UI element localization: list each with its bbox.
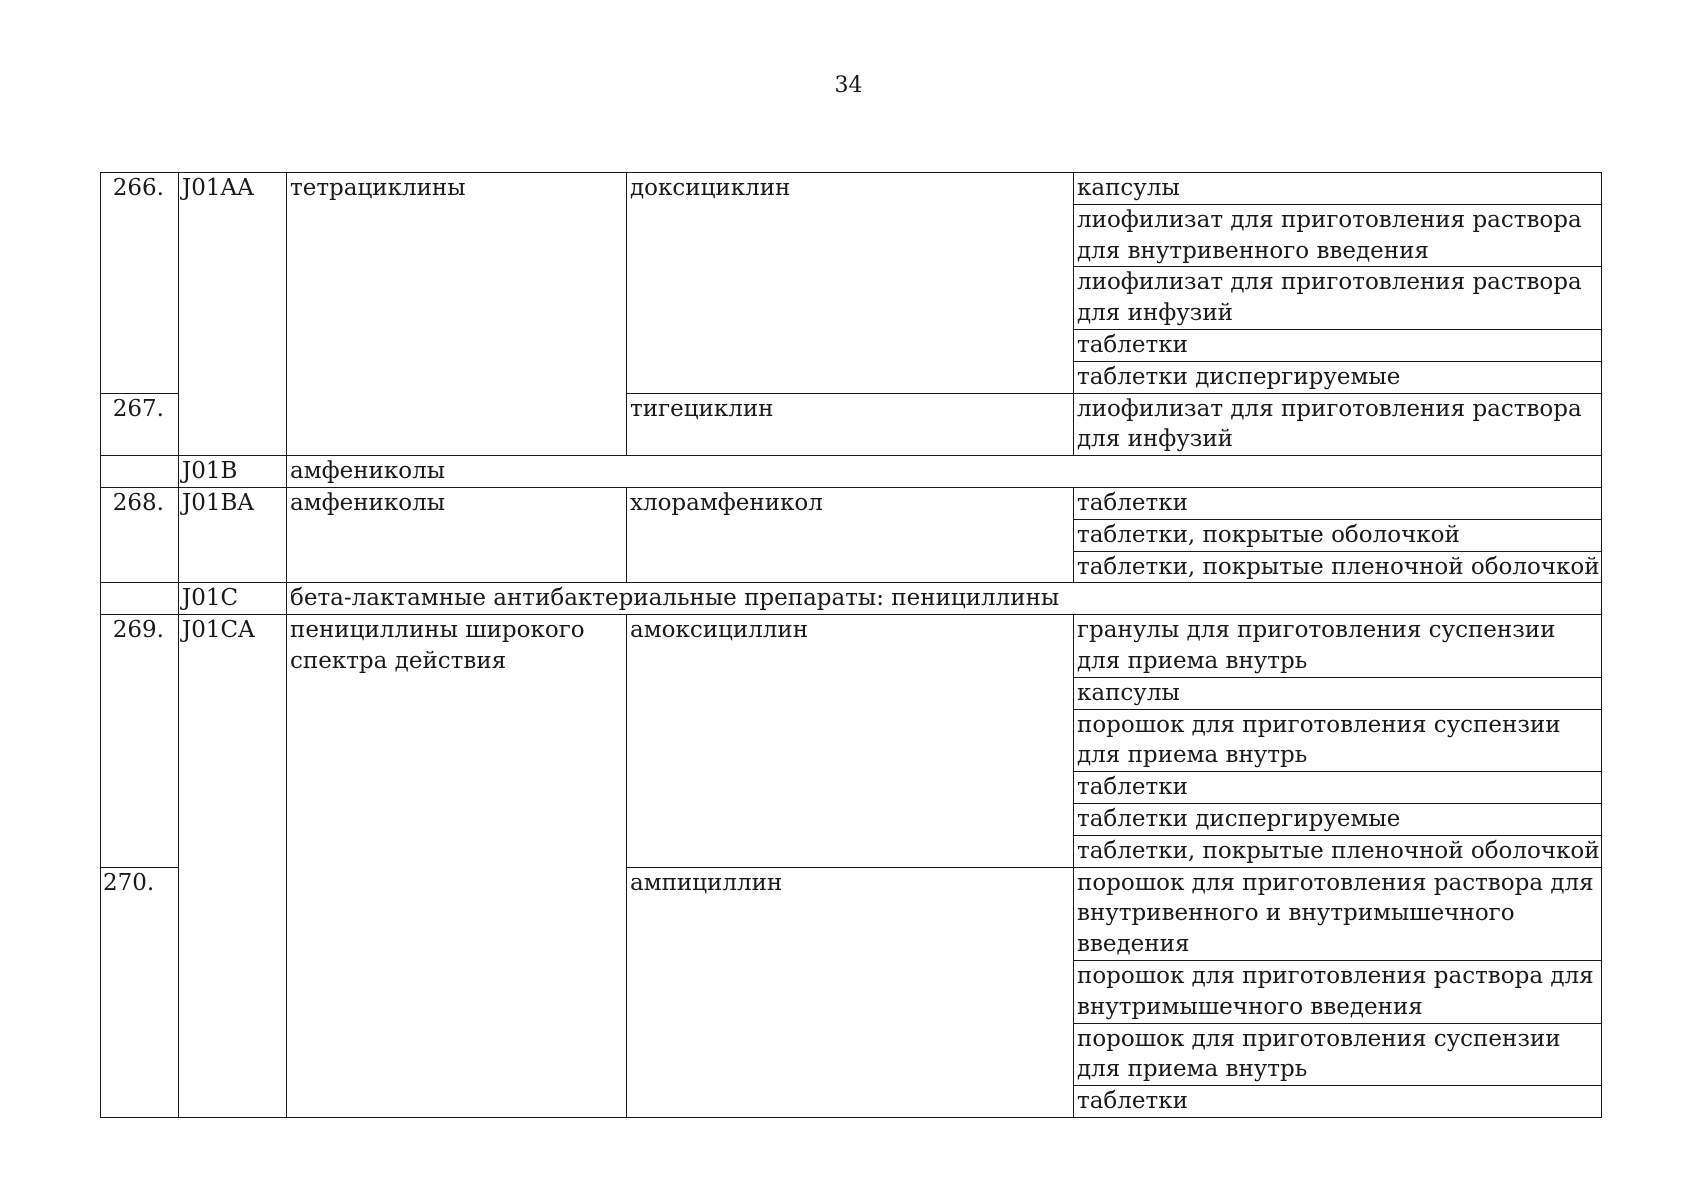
dosage-form: таблетки, покрытые оболочкой bbox=[1074, 519, 1602, 551]
dosage-form: таблетки диспергируемые bbox=[1074, 361, 1602, 393]
drug-name: доксициклин bbox=[627, 173, 1074, 394]
drug-list-table bbox=[100, 172, 1602, 1118]
dosage-form: порошок для приготовления суспензии для приема внутрь bbox=[1074, 709, 1602, 772]
pharmacological-group: амфениколы bbox=[287, 487, 627, 582]
dosage-form: лиофилизат для приготовления раствора для инфузий bbox=[1074, 393, 1602, 456]
dosage-form: порошок для приготовления раствора для внутримышечного введения bbox=[1074, 960, 1602, 1023]
atc-code: J01C bbox=[179, 583, 287, 615]
dosage-form: лиофилизат для приготовления раствора для внутривенного введения bbox=[1074, 204, 1602, 267]
atc-code: J01BA bbox=[179, 487, 287, 582]
section-row bbox=[101, 583, 1602, 615]
dosage-form: порошок для приготовления раствора для внутривенного и внутримышечного введения bbox=[1074, 867, 1602, 960]
dosage-form: лиофилизат для приготовления раствора для инфузий bbox=[1074, 267, 1602, 330]
dosage-form: таблетки, покрытые пленочной оболочкой bbox=[1074, 835, 1602, 867]
pharmacological-group: пенициллины широкого спектра действия bbox=[287, 615, 627, 1118]
section-title: амфениколы bbox=[287, 456, 1602, 488]
row-number bbox=[101, 456, 179, 488]
dosage-form: таблетки bbox=[1074, 329, 1602, 361]
dosage-form: таблетки bbox=[1074, 1086, 1602, 1118]
atc-code: J01B bbox=[179, 456, 287, 488]
table-row bbox=[101, 173, 1602, 205]
atc-code: J01CA bbox=[179, 615, 287, 1118]
dosage-form: порошок для приготовления суспензии для приема внутрь bbox=[1074, 1023, 1602, 1086]
page-number: 34 bbox=[834, 73, 863, 98]
table-row bbox=[101, 487, 1602, 519]
row-number bbox=[101, 583, 179, 615]
table-row bbox=[101, 615, 1602, 678]
row-number: 266. bbox=[101, 173, 179, 394]
section-row bbox=[101, 456, 1602, 488]
row-number: 270. bbox=[101, 867, 179, 1117]
dosage-form: гранулы для приготовления суспензии для приема внутрь bbox=[1074, 615, 1602, 678]
dosage-form: таблетки диспергируемые bbox=[1074, 803, 1602, 835]
atc-code: J01AA bbox=[179, 173, 287, 456]
dosage-form: капсулы bbox=[1074, 677, 1602, 709]
dosage-form: таблетки bbox=[1074, 772, 1602, 804]
dosage-form: таблетки, покрытые пленочной оболочкой bbox=[1074, 551, 1602, 583]
drug-name: амоксициллин bbox=[627, 615, 1074, 867]
dosage-form: таблетки bbox=[1074, 487, 1602, 519]
drug-name: тигециклин bbox=[627, 393, 1074, 456]
row-number: 267. bbox=[101, 393, 179, 456]
dosage-form: капсулы bbox=[1074, 173, 1602, 205]
row-number: 268. bbox=[101, 487, 179, 582]
pharmacological-group: тетрациклины bbox=[287, 173, 627, 456]
drug-name: ампициллин bbox=[627, 867, 1074, 1117]
row-number: 269. bbox=[101, 615, 179, 867]
section-title: бета-лактамные антибактериальные препараты: пенициллины bbox=[287, 583, 1602, 615]
drug-name: хлорамфеникол bbox=[627, 487, 1074, 582]
